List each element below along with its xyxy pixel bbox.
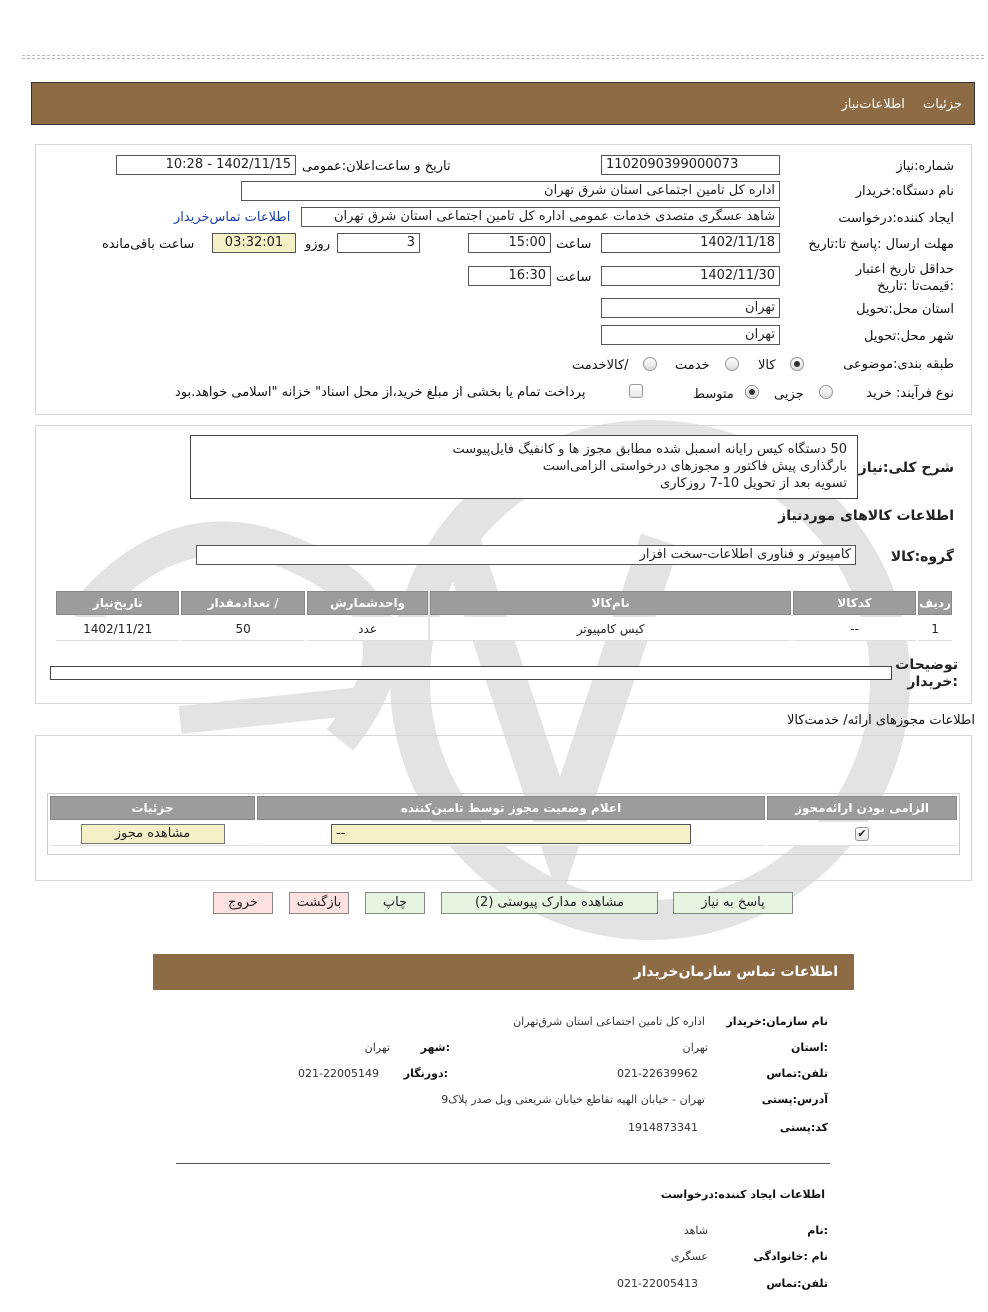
need-number-label: شماره:نیاز (896, 159, 954, 174)
need-number-field: 1102090399000073 (601, 155, 780, 175)
summary-line-1: 50 دستگاه کیس رایانه اسمبل شده مطابق مجوز ها و کانفیگ فایل‌پیوست (452, 442, 847, 457)
validity-time-field: 16:30 (468, 266, 551, 286)
creator-phone-value: 021-22005413 (617, 1277, 698, 1290)
reply-time-field: 15:00 (468, 233, 551, 253)
contact-postal-value: 1914873341 (628, 1121, 698, 1134)
creator-phone-label: تلفن:تماس (766, 1277, 828, 1290)
reply-time-label: ساعت (556, 237, 592, 252)
summary-label: شرح کلی:نیاز (858, 460, 954, 476)
permit-col-required: الزامی بودن ارائه‌مجوز (767, 796, 957, 820)
top-divider (22, 55, 984, 59)
validity-date-field: 1402/11/30 (601, 266, 780, 286)
permits-title: اطلاعات مجوزهای ارائه/ خدمت‌کالا (786, 713, 975, 728)
category-label: طبقه بندی:موضوعی (843, 357, 954, 372)
creator-name-label: :نام (807, 1224, 828, 1237)
reply-date-field: 1402/11/18 (601, 233, 780, 253)
validity-label: حداقل تاریخ اعتبار :قیمت‌تا :تاریخ (855, 262, 954, 294)
announce-label: تاریخ و ساعت‌اعلان:عمومی (302, 159, 451, 174)
announce-field: 1402/11/15 - 10:28 (116, 155, 296, 175)
days-label: روزو (305, 237, 331, 252)
summary-line-2: بارگذاری پیش فاکتور و مجوزهای درخواستی الزامی‌است (542, 459, 847, 474)
col-row: ردیف (918, 591, 952, 615)
remaining-label: ساعت باقی‌مانده (102, 237, 195, 252)
creator-field: شاهد عسگری متصدی خدمات عمومی اداره کل تامین اجتماعی استان شرق تهران (301, 207, 780, 227)
col-code: کدکالا (793, 591, 916, 615)
buyer-org-field: اداره کل تامین اجتماعی استان شرق تهران (241, 181, 780, 201)
permits-table (47, 793, 960, 855)
contact-phone-label: تلفن:تماس (766, 1067, 828, 1080)
col-unit: واحدشمارش (307, 591, 429, 615)
city-field: تهران (601, 325, 780, 345)
category-goods-service-label: /کالاخدمت (572, 358, 629, 373)
validity-time-label: ساعت (556, 270, 592, 285)
table-row (56, 617, 952, 641)
contact-postal-label: کد:پستی (779, 1121, 828, 1134)
reply-deadline-label: مهلت ارسال :پاسخ تا:تاریخ (808, 237, 954, 252)
summary-line-3: تسویه بعد از تحویل 10-7 روزکاری (660, 476, 847, 491)
process-medium-label: متوسط (693, 387, 734, 402)
permit-required-checkbox[interactable]: ✔ (855, 827, 869, 841)
col-qty: / تعدادمقدار (181, 591, 304, 615)
contact-divider (176, 1163, 830, 1164)
goods-group-field: کامپیوتر و فناوری اطلاعات-سخت افزار (196, 545, 856, 565)
creator-label: ایجاد کننده:درخواست (838, 211, 954, 226)
col-name: نام‌کالا (430, 591, 791, 615)
cell-code: -- (793, 617, 916, 641)
contact-city-value: تهران (364, 1041, 390, 1054)
province-field: تهران (601, 298, 780, 318)
cell-qty: 50 (181, 617, 304, 641)
buyer-contact-link[interactable]: اطلاعات تماس‌خریدار (174, 210, 291, 225)
attachments-button[interactable]: مشاهده مدارک پیوستی (2) (441, 892, 658, 914)
city-label: شهر محل:تحویل (864, 329, 954, 344)
creator-info-title: اطلاعات ایجاد کننده:درخواست (660, 1188, 825, 1201)
cell-row: 1 (918, 617, 952, 641)
process-partial-radio[interactable] (819, 385, 833, 399)
cell-name: کیس کامپیوتر (430, 617, 791, 641)
creator-family-label: نام :خانوادگی (753, 1250, 828, 1263)
contact-org-label: نام سازمان:خریدار (726, 1015, 828, 1028)
buyer-notes-label: توضیحات :خریدار (895, 657, 958, 690)
buyer-org-label: نام دستگاه:خریدار (855, 184, 954, 199)
contact-org-value: اداره کل تامین اجتماعی استان شرق‌تهران (513, 1015, 705, 1028)
view-permit-button[interactable]: مشاهده مجوز (81, 824, 225, 844)
category-goods-service-radio[interactable] (643, 357, 657, 371)
buyer-notes-box (50, 666, 892, 680)
process-partial-label: جزیی (774, 387, 804, 402)
cell-date: 1402/11/21 (56, 617, 179, 641)
reply-button[interactable]: پاسخ به نیاز (673, 892, 793, 914)
goods-table (54, 589, 954, 643)
goods-group-label: گروه:کالا (890, 549, 954, 565)
category-service-label: خدمت (675, 358, 710, 373)
province-label: استان محل:تحویل (856, 302, 954, 317)
contact-city-label: :شهر (420, 1041, 450, 1054)
table-row (50, 822, 957, 846)
goods-info-title: اطلاعات کالاهای موردنیاز (778, 508, 954, 524)
summary-box (190, 435, 858, 499)
category-service-radio[interactable] (725, 357, 739, 371)
creator-name-value: شاهد (683, 1224, 708, 1237)
back-button[interactable]: بازگشت (289, 892, 349, 914)
print-button[interactable]: چاپ (365, 892, 425, 914)
cell-unit: عدد (307, 617, 429, 641)
contact-province-value: تهران (682, 1041, 708, 1054)
permit-status-field: -- (331, 824, 691, 844)
days-field: 3 (337, 233, 420, 253)
process-label: نوع فرآیند: خرید (866, 386, 954, 401)
tab-need-info[interactable]: اطلاعات‌نیاز (841, 97, 905, 112)
contact-phone-value: 021-22639962 (617, 1067, 698, 1080)
treasury-payment-checkbox[interactable] (629, 384, 643, 398)
process-medium-radio[interactable] (745, 385, 759, 399)
contact-address-value: تهران - خیابان الهیه تقاطع خیابان شریعتی ویل صدر پلاک9 (441, 1093, 705, 1106)
contact-title: اطلاعات تماس سازمان‌خریدار (633, 964, 838, 980)
col-date: تاریخ‌نیاز (56, 591, 179, 615)
contact-fax-label: :دورنگار (403, 1067, 448, 1080)
remaining-time-field: 03:32:01 (212, 233, 296, 253)
tab-details[interactable]: جزئیات (923, 97, 962, 112)
contact-province-label: :استان (791, 1041, 828, 1054)
contact-fax-value: 021-22005149 (298, 1067, 379, 1080)
contact-address-label: آدرس:پستی (761, 1093, 828, 1106)
creator-family-value: عسگری (670, 1250, 708, 1263)
permit-col-status: اعلام وضعیت مجوز توسط تامین‌کننده (257, 796, 765, 820)
permit-col-details: جزئیات (50, 796, 255, 820)
contact-header (153, 954, 854, 990)
treasury-payment-note: پرداخت تمام یا بخشی از مبلغ خرید،از محل اسناد" خزانه "اسلامی خواهد.بود (175, 385, 586, 400)
exit-button[interactable]: خروج (213, 892, 273, 914)
category-goods-radio[interactable] (790, 357, 804, 371)
page-header (31, 82, 975, 125)
category-goods-label: کالا (758, 358, 776, 373)
